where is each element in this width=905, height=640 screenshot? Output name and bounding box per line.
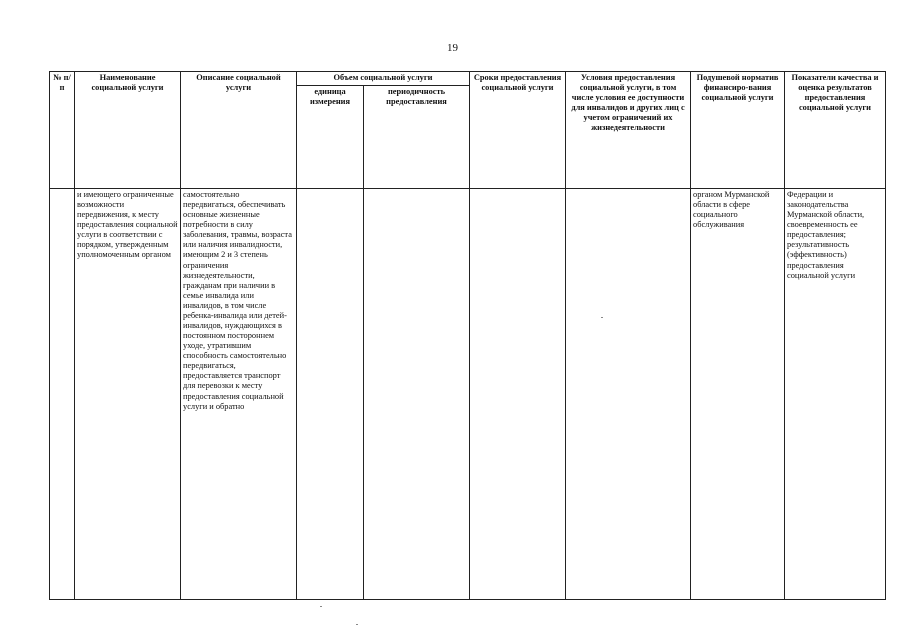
- cell-financing-norm: органом Мурманской области в сфере социального обслуживания: [691, 189, 785, 600]
- header-financing-norm: Подушевой норматив финансиро-вания социальной услуги: [691, 72, 785, 189]
- header-conditions: Условия предоставления социальной услуги, в том числе условия ее доступности для инвалидов и других лиц с учетом ограничений их жизнедеятельности: [566, 72, 691, 189]
- header-service-volume: Объем социальной услуги: [297, 72, 470, 86]
- page-number: 19: [447, 42, 458, 54]
- table-header-row: [50, 72, 886, 86]
- table-row: [50, 189, 886, 600]
- cell-unit: [297, 189, 364, 600]
- header-frequency: периодичность предоставления: [364, 86, 470, 189]
- cell-frequency: [364, 189, 470, 600]
- cell-service-description: самостоятельно передвигаться, обеспечивать основные жизненные потребности в силу заболевания, травмы, возраста или наличия инвалидности, имеющим 2 и 3 степень ограничения жизнедеятельности, гражданам при наличии в семье инвалида или инвалидов, в том числе ребенка-инвалида или детей-инвалидов, нуждающихся в постоянном постороннем уходе, утратившим способность самостоятельно передвигаться, предоставляется транспорт для перевозки к месту предоставления социальной услуги и обратно: [181, 189, 297, 600]
- cell-service-name: и имеющего ограниченные возможности передвижения, к месту предоставления социальной услуги в соответствии с порядком, утвержденным уполномоченным органом: [75, 189, 181, 600]
- scan-artifact: [601, 317, 603, 318]
- header-service-description: Описание социальной услуги: [181, 72, 297, 189]
- scan-artifact: [320, 606, 322, 607]
- social-services-table: [49, 71, 886, 600]
- header-num: № п/п: [50, 72, 75, 189]
- cell-conditions: [566, 189, 691, 600]
- scan-artifact: [356, 624, 358, 625]
- cell-quality-indicators: Федерации и законодательства Мурманской области, своевременность ее предоставления; результативность (эффективность) предоставления социальной услуги: [785, 189, 886, 600]
- header-quality-indicators: Показатели качества и оценка результатов предоставления социальной услуги: [785, 72, 886, 189]
- header-service-name: Наименование социальной услуги: [75, 72, 181, 189]
- header-unit: единица измерения: [297, 86, 364, 189]
- cell-terms: [470, 189, 566, 600]
- cell-num: [50, 189, 75, 600]
- header-terms: Сроки предоставления социальной услуги: [470, 72, 566, 189]
